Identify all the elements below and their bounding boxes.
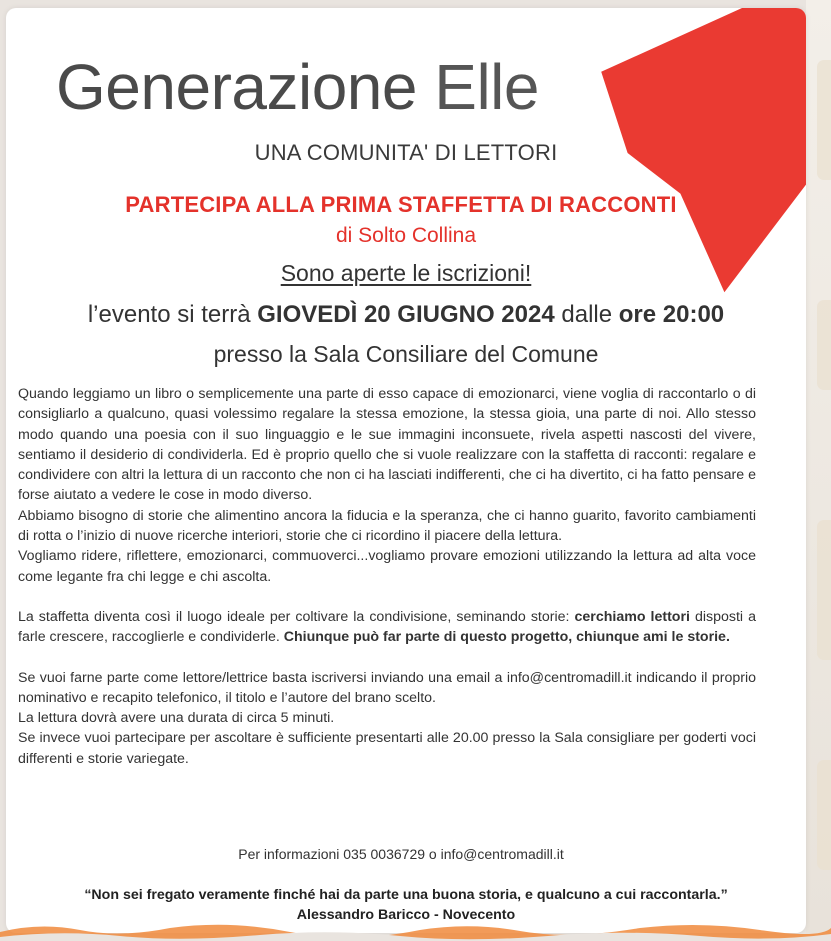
event-mid: dalle [554,301,619,328]
title-main: Generazione [56,51,417,123]
paragraph-4-d: Chiunque può far parte di questo progetto, chiunque ami le storie. [283,629,730,646]
paragraph-3: Vogliamo ridere, riflettere, emozionarci, commuoverci...vogliamo provare emozioni utilizzando la lettura ad alta voce come legante fra chi legge e chi ascolta. [18,548,756,585]
paragraph-4-c: disposti a farle crescere, raccoglierle e condividerle. [18,608,756,646]
background-strip [806,0,831,941]
paragraph-4 [18,607,756,648]
paragraph-7: Se invece vuoi partecipare per ascoltare è sufficiente presentarti alle 20.00 presso la Sala consigliare per goderti voci differenti e storie variegate. [18,730,756,767]
poster-sheet [6,8,806,933]
event-date: GIOVEDÌ 20 GIUGNO 2024 [257,301,555,328]
poster-title [56,50,756,124]
decorative-waves [0,918,831,941]
event-line [6,301,806,329]
headline: PARTECIPA ALLA PRIMA STAFFETTA DI RACCONTI [125,192,677,217]
registrations-open [6,260,806,287]
event-place: presso la Sala Consiliare del Comune [213,341,599,367]
paragraph-1: Quando leggiamo un libro o semplicemente una parte di esso capace di emozionarci, viene voglia di raccontarlo o di consigliarlo a qualcuno, quasi volessimo regalare la stessa emozione, la stessa gioia, una parte di noi. Allo stesso modo quando una poesia con il suo linguaggio e le sue immagini inconsuete, rivela aspetti nascosti del vivere, sentiamo il desiderio di condividerla. Ed è proprio quello che si vuole realizzare con la staffetta di racconti: regalare e condividere con altri la lettura di un racconto che non ci ha lasciati indifferenti, che ci ha divertito, ci ha fatto pensare e forse aiutato a vedere le cose in modo diverso. [18,386,756,504]
contact-info: Per informazioni 035 0036729 o info@centromadill.it [238,846,564,862]
paragraph-6: La lettura dovrà avere una durata di circa 5 minuti. [18,710,335,727]
paragraph-2: Abbiamo bisogno di storie che alimentino ancora la fiducia e la speranza, che ci hanno guarito, favorito cambiamenti di rotta o l’inizio di nuove ricerche interiori, storie che ci ricordino il piacere della lettura. [18,507,756,545]
title-accent: Elle [434,51,539,123]
event-pre: l’evento si terrà [87,301,258,328]
headline-location: di Solto Collina [335,224,477,247]
event-time: ore 20:00 [618,301,725,328]
paragraph-4-a: La staffetta diventa così il luogo ideale per coltivare la condivisione, seminando storie: [18,608,575,625]
paragraph-4-b: cerchiamo lettori [574,608,690,625]
quote-author: Alessandro Baricco - Novecento [296,907,516,923]
body-text [18,384,756,769]
quote-text: “Non sei fregato veramente finché hai da parte una buona storia, e qualcuno a cui raccontarla.” [84,887,728,903]
registrations-open-text: Sono aperte le iscrizioni! [280,260,532,286]
paragraph-5: Se vuoi farne parte come lettore/lettrice basta iscriversi inviando una email a info@centromadill.it indicando il proprio nominativo e recapito telefonico, il titolo e l’autore del brano scelto. [18,669,756,706]
poster-subtitle: UNA COMUNITA' DI LETTORI [254,140,558,165]
